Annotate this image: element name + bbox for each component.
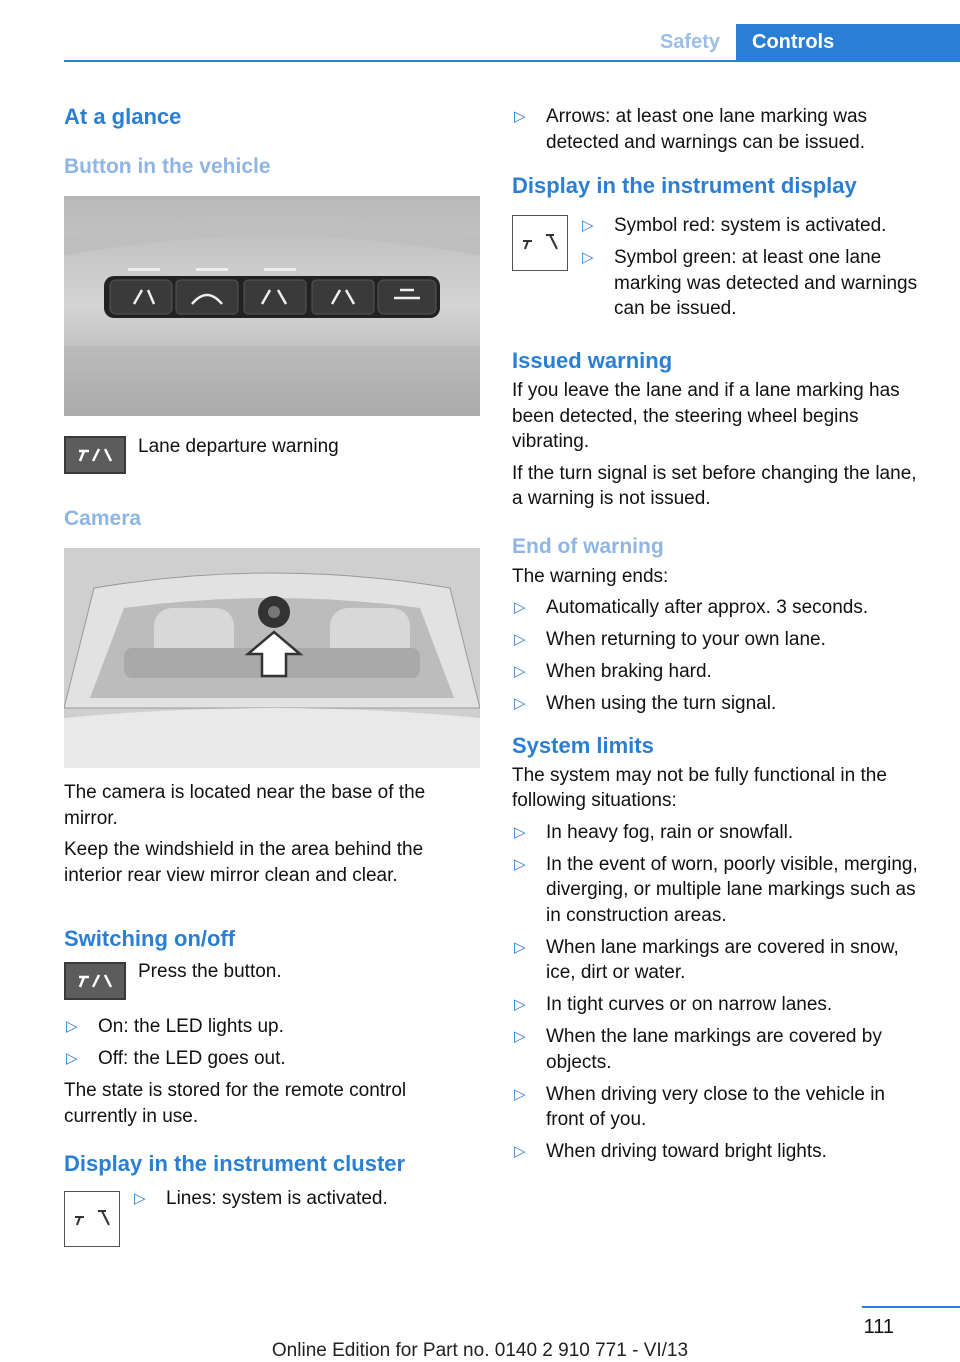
state-stored-text: The state is stored for the remote control currently in use. [64,1080,407,1127]
heading-system-limits: System limits [512,732,654,758]
subheading-camera: Camera [64,507,142,530]
list-item: ▷ When the lane markings are covered by objects. [514,1026,882,1073]
triangle-bullet-icon: ▷ [514,663,526,680]
lane-departure-label: Lane departure warning [138,436,339,457]
triangle-bullet-icon: ▷ [514,1143,526,1160]
press-button-text: Press the button. [138,961,282,982]
header-rule [64,60,960,62]
heading-display-instrument-cluster: Display in the instrument cluster [64,1151,406,1176]
list-item: ▷ Symbol red: system is activated. [580,213,920,239]
triangle-bullet-icon: ▷ [514,599,526,616]
heading-display-instrument-display: Display in the instrument display [512,173,857,198]
triangle-bullet-icon: ▷ [514,996,526,1013]
list-item: ▷ When using the turn signal. [512,691,922,717]
cluster-list-continued [512,104,922,155]
footer-rule [862,1306,960,1308]
list-item: ▷ On: the LED lights up. [64,1014,480,1040]
tab-controls[interactable]: Controls [736,24,960,61]
triangle-bullet-icon: ▷ [514,855,526,873]
list-item: ▷ In the event of worn, poorly visible, merging, diverging, or multiple lane markings such as in construction areas. [514,853,918,926]
tab-safety[interactable]: Safety [659,31,720,53]
triangle-bullet-icon: ▷ [514,631,526,648]
list-item: ▷ Symbol green: at least one lane marking was detected and warnings can be issued. [582,247,918,319]
switch-list [64,1014,480,1072]
triangle-bullet-icon: ▷ [514,695,526,712]
left-column [64,96,480,1247]
list-item: ▷ Arrows: at least one lane marking was detected and warnings can be issued. [514,106,868,153]
end-intro: The warning ends: [512,565,669,587]
triangle-bullet-icon: ▷ [582,217,594,234]
lane-lines-icon [64,1191,120,1247]
triangle-bullet-icon: ▷ [66,1050,78,1067]
triangle-bullet-icon: ▷ [514,108,526,125]
limits-list [512,820,922,1165]
list-item: ▷ When driving very close to the vehicle in front of you. [514,1083,885,1130]
right-column [512,96,922,1171]
lane-departure-button-icon [64,436,126,474]
triangle-bullet-icon: ▷ [582,249,594,266]
lane-lines-icon [512,215,568,271]
heading-issued-warning: Issued warning [512,348,673,373]
subheading-end-of-warning: End of warning [512,534,664,558]
issued-paragraph-1: If you leave the lane and if a lane marking has been detected, the steering wheel begins vibrating. [512,380,900,452]
end-list [512,595,922,717]
list-item: ▷ When braking hard. [512,659,922,685]
triangle-bullet-icon: ▷ [134,1190,146,1207]
list-item: ▷ In tight curves or on narrow lanes. [512,992,922,1018]
button-panel-photo [64,196,480,416]
triangle-bullet-icon: ▷ [514,938,526,956]
list-item: ▷ When lane markings are covered in snow, ice, dirt or water. [514,936,899,983]
cluster-list [132,1186,388,1218]
page-number: 111 [863,1316,894,1338]
limits-intro: The system may not be fully functional in the following situations: [512,764,887,811]
display-list [580,213,920,328]
list-item: ▷ In heavy fog, rain or snowfall. [512,820,922,846]
lane-departure-button-icon [64,962,126,1000]
list-item: ▷ Off: the LED goes out. [64,1046,480,1072]
list-item: ▷ Lines: system is activated. [132,1186,388,1212]
triangle-bullet-icon: ▷ [514,1085,526,1103]
list-item: ▷ When returning to your own lane. [512,627,922,653]
camera-paragraph-2: Keep the windshield in the area behind the interior rear view mirror clean and clear. [64,839,424,886]
list-item: ▷ When driving toward bright lights. [512,1139,922,1165]
triangle-bullet-icon: ▷ [514,823,526,841]
camera-paragraph-1: The camera is located near the base of the mirror. [64,782,426,829]
triangle-bullet-icon: ▷ [66,1018,78,1035]
list-item: ▷ Automatically after approx. 3 seconds. [512,595,922,621]
heading-switching-on-off: Switching on/off [64,926,236,951]
issued-paragraph-2: If the turn signal is set before changing the lane, a warning is not issued. [512,462,917,509]
subheading-button-in-vehicle: Button in the vehicle [64,155,271,178]
triangle-bullet-icon: ▷ [514,1028,526,1045]
heading-at-a-glance: At a glance [64,104,182,129]
edition-footer: Online Edition for Part no. 0140 2 910 771 - VI/13 [271,1340,689,1361]
camera-photo [64,548,480,768]
